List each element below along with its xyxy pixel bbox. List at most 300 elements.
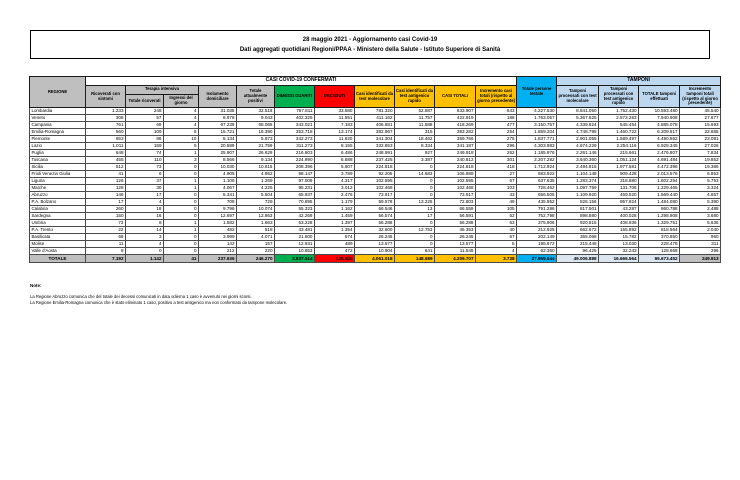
value-cell: 56.288 [435,220,476,227]
table-row [30,248,721,255]
value-cell: 353.718 [275,129,315,136]
value-cell: 0 [164,206,199,213]
value-cell: 13.577 [435,241,476,248]
value-cell: 400.028 [599,213,639,220]
value-cell: 0 [395,192,435,199]
value-cell: 3.837.514 [275,255,315,263]
value-cell: 4 [126,241,164,248]
value-cell: 0 [395,220,435,227]
value-cell: 8 [86,248,126,255]
value-cell: 12.931 [275,241,315,248]
value-cell: 9.134 [237,157,275,164]
value-cell: 355.068 [557,234,599,241]
region-name-cell: Veneto [30,115,86,122]
value-cell: 332.853 [355,143,395,150]
value-cell: 13.577 [355,241,395,248]
value-cell: 4.748.795 [557,129,599,136]
value-cell: 0 [164,213,199,220]
value-cell: 9.043 [237,115,275,122]
value-cell: 3.150.757 [517,122,557,129]
region-name-cell: Friuli Venezia Giulia [30,171,86,178]
col-header-incremento-casi: Incremento casi totali (rispetto al giorno precedente) [476,86,517,108]
value-cell: 56.288 [355,220,395,227]
value-cell: 32.243 [599,248,639,255]
value-cell: 103 [476,185,517,192]
notes-section [30,283,710,306]
value-cell: 1 [164,185,199,192]
value-cell: 3.738 [476,255,517,263]
value-cell: 1.977.581 [599,164,639,171]
value-cell: 0 [164,241,199,248]
value-cell: 128.668 [639,248,680,255]
value-cell: 16 [126,213,164,220]
value-cell: 6.928.345 [639,143,680,150]
value-cell: 216.803 [275,150,315,157]
value-cell: 1.051.124 [599,157,639,164]
value-cell: 3.999 [199,234,237,241]
value-cell: 10 [164,136,199,143]
value-cell: 110 [126,157,164,164]
table-row [30,129,721,136]
value-cell: 0 [164,164,199,171]
value-cell: 656.505 [517,192,557,199]
value-cell: 16.390 [237,129,275,136]
value-cell: 11.757 [395,115,435,122]
value-cell: 97.009 [275,178,315,185]
table-row [30,164,721,171]
value-cell: 67.239 [199,122,237,129]
value-cell: 5.134 [199,136,237,143]
value-cell: 477 [476,122,517,129]
value-cell: 311 [680,241,721,248]
value-cell: 422.919 [435,115,476,122]
region-name-cell: Puglia [30,150,86,157]
value-cell: 262 [476,150,517,157]
col-header-casi-totali: CASI TOTALI [435,86,476,108]
table-row [30,213,721,220]
value-cell: 4.303.983 [517,143,557,150]
value-cell: 19.853 [680,157,721,164]
value-cell: 106.888 [435,171,476,178]
value-cell: 52.587 [395,108,435,115]
value-cell: 70.895 [275,199,315,206]
value-cell: 0 [164,171,199,178]
col-header-tamponi-totale: TOTALE tamponi effettuati [639,86,680,108]
value-cell: 126 [86,178,126,185]
col-header-persone-testate: Totale persone testate [517,77,557,108]
value-cell: 224.818 [435,164,476,171]
table-row [30,192,721,199]
value-cell: 4.885.078 [639,122,680,129]
value-cell: 26.245 [355,234,395,241]
table-row [30,234,721,241]
col-header-dimessi-guariti: DIMESSI GUARITI [275,86,315,108]
value-cell: 375.906 [517,220,557,227]
value-cell: 402.325 [275,115,315,122]
value-cell: 1.229.465 [639,185,680,192]
value-cell: 17 [126,192,164,199]
value-cell: 59.578 [355,199,395,206]
value-cell: 472 [315,248,355,255]
value-cell: 318.880 [599,178,639,185]
value-cell: 3 [164,157,199,164]
value-cell: 308 [86,115,126,122]
table-row [30,171,721,178]
value-cell: 5.753 [680,178,721,185]
value-cell: 5.504 [237,192,275,199]
value-cell: 215.661 [599,150,639,157]
value-cell: 1.329.751 [639,220,680,227]
value-cell: 16.666.564 [599,255,639,263]
value-cell: 53.228 [275,220,315,227]
value-cell: 296 [476,143,517,150]
table-body [30,108,721,263]
value-cell: 65.673.452 [639,255,680,263]
report-title-box [30,30,710,59]
value-cell: 66.546 [355,206,395,213]
value-cell: 6.853 [680,171,721,178]
value-cell: 11.620 [315,136,355,143]
value-cell: 4 [476,248,517,255]
region-name-cell: Valle d'Aosta [30,248,86,255]
value-cell: 2.261.146 [557,150,599,157]
value-cell: 4.674.229 [557,143,599,150]
col-header-deceduti: DECEDUTI [315,86,355,108]
value-cell: 8.566 [199,157,237,164]
value-cell: 418 [476,164,517,171]
value-cell: 406.681 [355,122,395,129]
value-cell: 0 [395,241,435,248]
value-cell: 96.425 [557,248,599,255]
value-cell: 0 [395,234,435,241]
value-cell: 8.678 [199,115,237,122]
value-cell: 7.183 [315,122,355,129]
value-cell: 728.462 [517,185,557,192]
value-cell: 27 [476,171,517,178]
value-cell: 6.688 [315,157,355,164]
value-cell: 0 [164,248,199,255]
value-cell: 1.162 [315,206,355,213]
group-header-tamponi: TAMPONI [557,77,721,86]
value-cell: 1.569.440 [639,192,680,199]
region-name-cell: Lazio [30,143,86,150]
value-cell: 455 [86,157,126,164]
value-cell: 43.481 [275,227,315,234]
value-cell: 12.697 [199,213,237,220]
value-cell: 1.663 [237,220,275,227]
value-cell: 12.753 [395,227,435,234]
value-cell: 21.600 [275,234,315,241]
table-row [30,241,721,248]
value-cell: 311.273 [275,143,315,150]
value-cell: 254 [476,129,517,136]
value-cell: 2.573.283 [599,115,639,122]
value-cell: 927 [395,150,435,157]
value-cell: 818.564 [639,227,680,234]
region-name-cell: Marche [30,185,86,192]
col-header-casi-antigenico: Casi identificati da test antigenico rapido [395,86,435,108]
region-name-cell: Liguria [30,178,86,185]
value-cell: 55.323 [275,206,315,213]
value-cell: 12.863 [237,213,275,220]
value-cell: 1.011 [86,143,126,150]
value-cell: 248.991 [355,150,395,157]
col-header-regione: REGIONE [30,77,86,108]
value-cell: 0 [164,199,199,206]
value-cell: 560 [86,129,126,136]
report-title-line2: Dati aggregati quotidiani Regioni/PPAA - Ministero della Salute - Istituto Superiore di Sanità [239,47,501,53]
value-cell: 49.006.888 [557,255,599,263]
table-row [30,136,721,143]
region-name-cell: Sicilia [30,164,86,171]
group-header-casi-confermati: CASI COVID-19 CONFERMATI [86,77,517,86]
value-cell: 3.387 [395,157,435,164]
value-cell: 1.859.204 [517,129,557,136]
value-cell: 66.559 [435,206,476,213]
value-cell: 1.109.920 [557,192,599,199]
value-cell: 545.454 [599,122,639,129]
value-cell: 10.904 [355,248,395,255]
value-cell: 18.462 [395,136,435,143]
table-row [30,143,721,150]
value-cell: 215.448 [557,241,599,248]
value-cell: 489 [315,241,355,248]
value-cell: 249.918 [435,150,476,157]
col-header-tamponi-antigenico: Tamponi processati con test antigenico rapido [599,86,639,108]
value-cell: 4.490.552 [639,136,680,143]
value-cell: 10.853 [275,248,315,255]
value-cell: 3 [126,234,164,241]
value-cell: 150 [86,213,126,220]
value-cell: 781.320 [355,108,395,115]
value-cell: 343.021 [275,122,315,129]
value-cell: 459.520 [599,192,639,199]
value-cell: 957.924 [599,199,639,206]
value-cell: 13.225 [395,199,435,206]
value-cell: 8.334 [395,143,435,150]
value-cell: 69 [126,122,164,129]
value-cell: 2.040 [680,227,721,234]
value-cell: 1.283.374 [557,178,599,185]
value-cell: 1.142 [126,255,164,263]
value-cell: 11 [86,241,126,248]
value-cell: 26.245 [435,234,476,241]
value-cell: 833.907 [435,108,476,115]
value-cell: 246.270 [237,255,275,263]
value-cell: 1.106 [199,178,237,185]
value-cell: 641 [395,248,435,255]
value-cell: 920.815 [557,220,599,227]
value-cell: 1 [164,178,199,185]
region-name-cell: Umbria [30,220,86,227]
value-cell: 1.837.771 [517,136,557,143]
value-cell: 142 [199,241,237,248]
value-cell: 18 [126,206,164,213]
value-cell: 1.460.722 [599,129,639,136]
totals-row [30,255,721,263]
value-cell: 11.588 [395,122,435,129]
value-cell: 45.353 [435,227,476,234]
value-cell: 643 [476,108,517,115]
value-cell: 65.937 [275,192,315,199]
value-cell: 32.600 [355,227,395,234]
totals-label: TOTALE [30,255,86,263]
value-cell: 95.231 [275,185,315,192]
value-cell: 3.680 [680,213,721,220]
region-name-cell: Campania [30,122,86,129]
value-cell: 662.672 [557,227,599,234]
value-cell: 30 [126,185,164,192]
value-cell: 342.273 [275,136,315,143]
value-cell: 275 [476,136,517,143]
value-cell: 1.298.908 [639,213,680,220]
value-cell: 202.149 [517,234,557,241]
value-cell: 212 [199,248,237,255]
value-cell: 32.516 [237,108,275,115]
value-cell: 2.488 [680,206,721,213]
value-cell: 2.476 [315,192,355,199]
value-cell: 482 [199,227,237,234]
value-cell: 23.081 [680,136,721,143]
value-cell: 2.494.815 [557,164,599,171]
value-cell: 21.759 [237,143,275,150]
value-cell: 4.691.484 [639,157,680,164]
region-name-cell: Lombardia [30,108,86,115]
value-cell: 13 [395,206,435,213]
value-cell: 6 [164,129,199,136]
value-cell: 5.341 [199,192,237,199]
report-title-line1: 28 maggio 2021 - Aggiornamento casi Covid-19 [302,37,438,43]
value-cell: 574 [315,234,355,241]
value-cell: 10.593.480 [639,108,680,115]
value-cell: 4.061.018 [355,255,395,263]
value-cell: 4.472.396 [639,164,680,171]
col-header-casi-molecolare: Casi identificati da test molecolare [355,86,395,108]
value-cell: 761 [86,122,126,129]
value-cell: 4.905 [199,171,237,178]
value-cell: 20.589 [199,143,237,150]
value-cell: 4.067 [199,185,237,192]
value-cell: 26.629 [237,150,275,157]
value-cell: 5 [476,241,517,248]
value-cell: 25.907 [199,150,237,157]
value-cell: 960 [680,234,721,241]
table-row [30,206,721,213]
value-cell: 1.712.924 [517,164,557,171]
value-cell: 212.925 [517,227,557,234]
value-cell: 49 [476,199,517,206]
value-cell: 92.205 [355,171,395,178]
value-cell: 708 [199,199,237,206]
value-cell: 1.589.497 [599,136,639,143]
value-cell: 296 [680,248,721,255]
value-cell: 17 [395,213,435,220]
value-cell: 1.354 [315,227,355,234]
table-row [30,122,721,129]
value-cell: 8 [126,220,164,227]
value-cell: 4 [164,108,199,115]
value-cell: 1.763.057 [517,115,557,122]
value-cell: 4.209.707 [435,255,476,263]
value-cell: 5.873 [237,136,275,143]
value-cell: 31.035 [199,108,237,115]
value-cell: 27.959.544 [517,255,557,263]
value-cell: 653 [86,136,126,143]
value-cell: 237.936 [199,255,237,263]
region-name-cell: P.A. Trento [30,227,86,234]
col-header-isolamento: Isolamento domiciliare [199,86,237,108]
value-cell: 10.030 [199,164,237,171]
value-cell: 4.317 [315,178,355,185]
value-cell: 4 [164,115,199,122]
value-cell: 3.640.360 [557,157,599,164]
value-cell: 224.990 [275,157,315,164]
value-cell: 382.967 [355,129,395,136]
value-cell: 4 [126,199,164,206]
value-cell: 249.913 [680,255,721,263]
table-row [30,157,721,164]
value-cell: 383.282 [435,129,476,136]
value-cell: 27.026 [680,143,721,150]
value-cell: 3.789 [315,171,355,178]
value-cell: 128 [86,185,126,192]
note-line-abruzzo: La Regione Abruzzo comunica che del totale dei decessi comunicati in data odierna 1 caso è avvenuto nei giorni scorsi. [30,294,252,299]
value-cell: 370.850 [639,234,680,241]
value-cell: 102.468 [435,185,476,192]
value-cell: 341.304 [355,136,395,143]
value-cell: 1.233 [86,108,126,115]
value-cell: 526.156 [557,199,599,206]
value-cell: 22 [86,227,126,234]
value-cell: 0 [395,178,435,185]
notes-title: Note: [30,283,42,288]
value-cell: 5.390 [680,199,721,206]
value-cell: 14 [126,227,164,234]
value-cell: 2.013.576 [639,171,680,178]
value-cell: 22.685 [680,129,721,136]
value-cell: 909.428 [599,171,639,178]
value-cell: 683.922 [517,171,557,178]
value-cell: 5.636 [680,220,721,227]
region-name-cell: Basilicata [30,234,86,241]
value-cell: 1.269 [237,178,275,185]
value-cell: 4 [164,122,199,129]
value-cell: 7.940.908 [639,115,680,122]
value-cell: 37 [126,178,164,185]
value-cell: 13.174 [315,129,355,136]
value-cell: 72.803 [435,199,476,206]
value-cell: 637.635 [517,178,557,185]
value-cell: 2.207.282 [517,157,557,164]
value-cell: 0 [126,248,164,255]
group-header-terapia-intensiva: Terapia intensiva [126,86,199,95]
value-cell: 56.574 [355,213,395,220]
value-cell: 1 [164,227,199,234]
value-cell: 9.796 [199,206,237,213]
value-cell: 41 [86,171,126,178]
value-cell: 224.818 [355,164,395,171]
value-cell: 15.721 [199,129,237,136]
value-cell: 155.892 [599,227,639,234]
value-cell: 27.677 [680,115,721,122]
value-cell: 1.752.430 [599,108,639,115]
value-cell: 69 [86,234,126,241]
value-cell: 13.030 [599,241,639,248]
value-cell: 729 [237,199,275,206]
value-cell: 228.478 [639,241,680,248]
value-cell: 1.602.254 [639,178,680,185]
table-row [30,115,721,122]
